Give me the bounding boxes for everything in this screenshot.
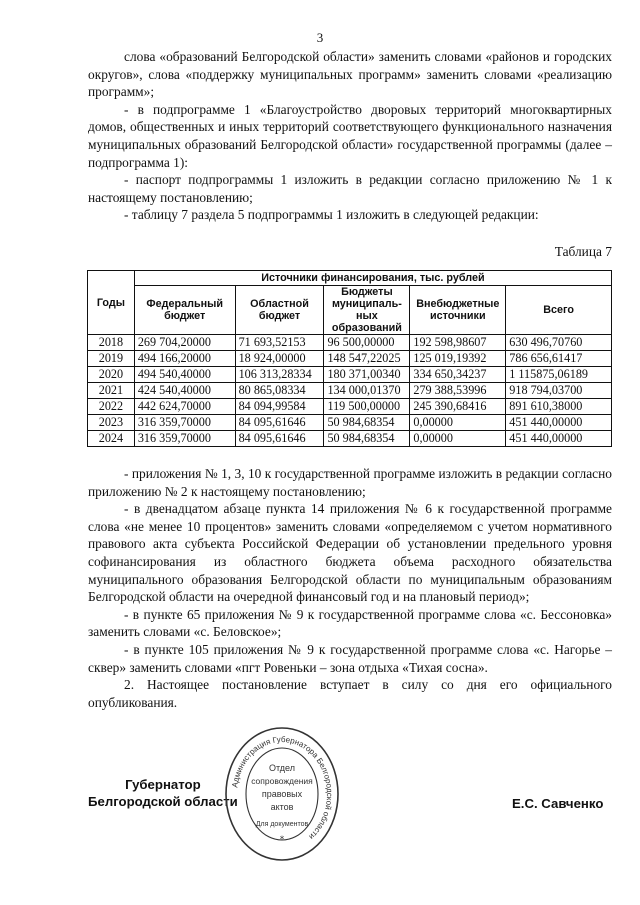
amount-cell: 494 540,40000	[134, 367, 235, 383]
amount-cell: 786 656,61417	[506, 351, 612, 367]
paragraph: - в двенадцатом абзаце пункта 14 приложения № 6 к государственной программе слова «не менее 10 процентов» заменить словами «определяемом с учетом нормативного правового акта субъекта Российской Федерации об установлении предельного уровня софинансирования из областного бюджета объема расходного обязательства муниципального образования Белгородской области по муниципальным образованиям Белгородской области на очередной финансовый год и на плановый период»;	[88, 501, 612, 605]
table-caption: Таблица 7	[554, 244, 612, 259]
official-stamp	[224, 725, 340, 863]
amount-cell: 192 598,98607	[410, 335, 506, 351]
year-cell: 2023	[88, 415, 135, 431]
paragraph: - паспорт подпрограммы 1 изложить в редакции согласно приложению № 1 к настоящему постановлению;	[88, 172, 612, 205]
amount-cell: 279 388,53996	[410, 383, 506, 399]
table-row	[88, 367, 612, 383]
stamp-ring-text: Администрация Губернатора Белгородской области	[230, 734, 335, 842]
table-row	[88, 415, 612, 431]
amount-cell: 451 440,00000	[506, 415, 612, 431]
header-total: Всего	[506, 286, 612, 335]
page-number: 3	[316, 30, 324, 45]
table-header-row	[88, 271, 612, 286]
amount-cell: 442 624,70000	[134, 399, 235, 415]
amount-cell: 71 693,52153	[235, 335, 324, 351]
stamp-line: сопровождения	[251, 776, 313, 786]
amount-cell: 18 924,00000	[235, 351, 324, 367]
amount-cell: 316 359,70000	[134, 431, 235, 447]
table-row	[88, 399, 612, 415]
table-row	[88, 431, 612, 447]
amount-cell: 84 094,99584	[235, 399, 324, 415]
amount-cell: 0,00000	[410, 415, 506, 431]
amount-cell: 84 095,61646	[235, 415, 324, 431]
year-cell: 2022	[88, 399, 135, 415]
text-after-table	[88, 465, 612, 711]
amount-cell: 106 313,28334	[235, 367, 324, 383]
amount-cell: 125 019,19392	[410, 351, 506, 367]
amount-cell: 96 500,00000	[324, 335, 410, 351]
table-row	[88, 383, 612, 399]
paragraph: слова «образований Белгородской области» заменить словами «районов и городских округов», слова «поддержку муниципальных программ» заменить словами «реализацию программ»;	[88, 49, 612, 100]
amount-cell: 1 115875,06189	[506, 367, 612, 383]
header-group: Источники финансирования, тыс. рублей	[134, 271, 611, 286]
table-row	[88, 335, 612, 351]
amount-cell: 80 865,08334	[235, 383, 324, 399]
stamp-line: актов	[270, 802, 294, 812]
paragraph: - приложения № 1, 3, 10 к государственной программе изложить в редакции согласно приложению № 2 к настоящему постановлению;	[88, 466, 612, 499]
table-body	[88, 335, 612, 447]
financing-table	[87, 270, 612, 447]
table-header-row	[88, 286, 612, 335]
amount-cell: 630 496,70760	[506, 335, 612, 351]
paragraph: - в пункте 105 приложения № 9 к государственной программе слова «с. Нагорье – сквер» заменить словами «пгт Ровеньки – зона отдыха «Тихая сосна».	[88, 641, 612, 675]
year-cell: 2021	[88, 383, 135, 399]
amount-cell: 180 371,00340	[324, 367, 410, 383]
header-municipal: Бюджеты муниципаль-ных образований	[324, 286, 410, 335]
amount-cell: 119 500,00000	[324, 399, 410, 415]
amount-cell: 134 000,01370	[324, 383, 410, 399]
table-row	[88, 351, 612, 367]
year-cell: 2020	[88, 367, 135, 383]
amount-cell: 918 794,03700	[506, 383, 612, 399]
stamp-line: Для документов	[255, 821, 309, 828]
header-federal: Федеральный бюджет	[134, 286, 235, 335]
amount-cell: 0,00000	[410, 431, 506, 447]
stamp-line: Отдел	[268, 763, 296, 773]
signatory-title-line1: Губернатор	[125, 777, 201, 792]
stamp-star-icon: *	[279, 835, 285, 845]
year-cell: 2018	[88, 335, 135, 351]
amount-cell: 269 704,20000	[134, 335, 235, 351]
amount-cell: 494 166,20000	[134, 351, 235, 367]
paragraph: - в подпрограмме 1 «Благоустройство дворовых территорий многоквартирных домов, общественных и иных территорий соответствующего функционального назначения муниципальных образований Белгородской области» государственной программы (далее – подпрограмма 1):	[88, 101, 612, 170]
amount-cell: 84 095,61646	[235, 431, 324, 447]
amount-cell: 245 390,68416	[410, 399, 506, 415]
amount-cell: 148 547,22025	[324, 351, 410, 367]
year-cell: 2024	[88, 431, 135, 447]
signatory-title-line2: Белгородской области	[88, 794, 238, 809]
amount-cell: 334 650,34237	[410, 367, 506, 383]
amount-cell: 50 984,68354	[324, 431, 410, 447]
header-extrabudget: Внебюджетные источники	[410, 286, 506, 335]
header-regional: Областной бюджет	[235, 286, 324, 335]
year-cell: 2019	[88, 351, 135, 367]
amount-cell: 50 984,68354	[324, 415, 410, 431]
paragraph: 2. Настоящее постановление вступает в силу со дня его официального опубликования.	[88, 677, 612, 710]
stamp-line: правовых	[261, 789, 303, 799]
signatory-name: Е.С. Савченко	[512, 796, 604, 811]
amount-cell: 316 359,70000	[134, 415, 235, 431]
signatory-title	[88, 776, 238, 810]
header-years: Годы	[88, 271, 135, 335]
paragraph: - в пункте 65 приложения № 9 к государственной программе слова «с. Бессоновка» заменить словами «с. Беловское»;	[88, 606, 612, 640]
amount-cell: 424 540,40000	[134, 383, 235, 399]
amount-cell: 451 440,00000	[506, 431, 612, 447]
text-before-table	[88, 48, 612, 224]
paragraph: - таблицу 7 раздела 5 подпрограммы 1 изложить в следующей редакции:	[124, 207, 539, 223]
amount-cell: 891 610,38000	[506, 399, 612, 415]
